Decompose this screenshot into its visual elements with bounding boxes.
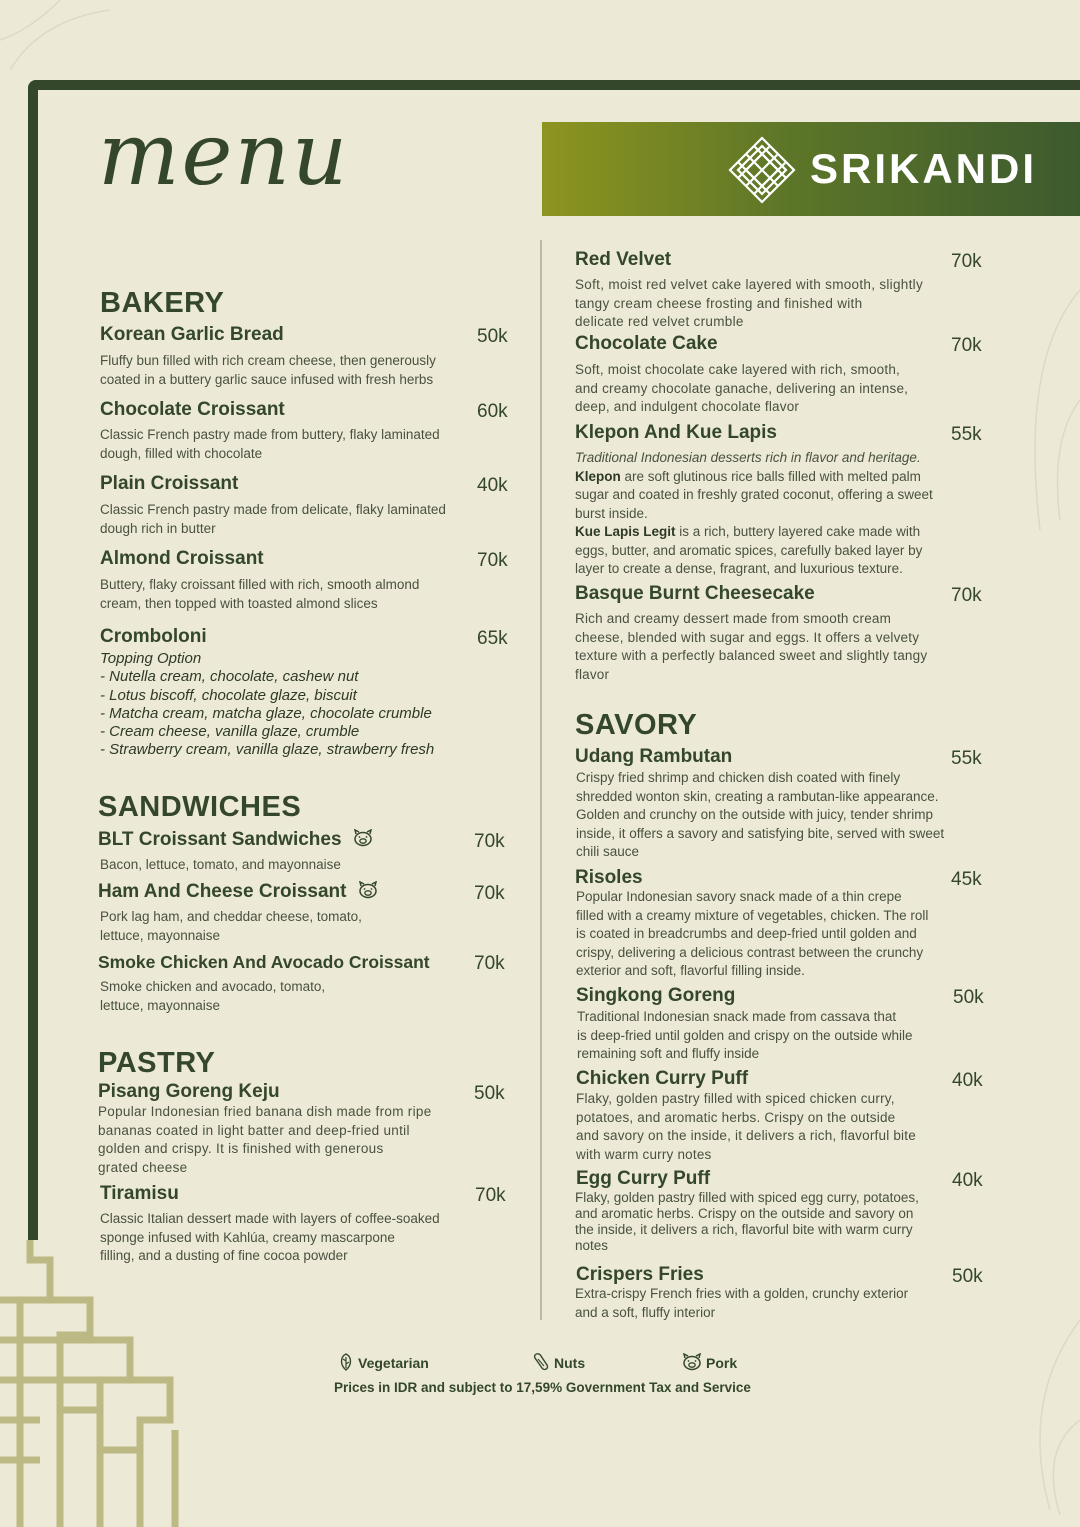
pork-icon	[358, 881, 378, 899]
item-name-ham-cheese-croissant: Ham And Cheese Croissant	[98, 880, 378, 904]
item-name-blt-croissant: BLT Croissant Sandwiches	[98, 828, 373, 852]
item-desc-smoke-chicken-avocado: Smoke chicken and avocado, tomato, lettuce, mayonnaise	[100, 979, 326, 1013]
item-price-udang-rambutan: 55k	[951, 748, 982, 769]
column-divider	[540, 240, 542, 1320]
item-desc-ham-cheese-croissant: Pork lag ham, and cheddar cheese, tomato, lettuce, mayonnaise	[100, 909, 362, 943]
item-name-korean-garlic-bread: Korean Garlic Bread	[100, 324, 284, 345]
srikandi-logo-icon	[728, 136, 796, 204]
item-price-klepon-kue-lapis: 55k	[951, 424, 982, 445]
item-price-cromboloni: 65k	[477, 628, 508, 649]
item-desc-pisang-goreng-keju: Popular Indonesian fried banana dish made from ripe bananas coated in light batter and deep-fried until golden and crispy. It is finished with generous grated cheese	[98, 1104, 432, 1175]
item-price-crispers-fries: 50k	[952, 1266, 983, 1287]
item-desc-egg-curry-puff: Flaky, golden pastry filled with spiced egg curry, potatoes, and aromatic herbs. Crispy on the outside and savory on the inside, it delivers a rich, flavorful bite with warm curry notes	[575, 1190, 919, 1253]
pork-icon	[682, 1353, 702, 1371]
item-price-chicken-curry-puff: 40k	[952, 1070, 983, 1091]
item-name-plain-croissant: Plain Croissant	[100, 473, 239, 494]
item-name-cromboloni: Cromboloni	[100, 626, 207, 647]
item-price-egg-curry-puff: 40k	[952, 1170, 983, 1191]
item-name-smoke-chicken-avocado: Smoke Chicken And Avocado Croissant	[98, 952, 430, 972]
item-desc-tiramisu: Classic Italian dessert made with layers of coffee-soaked sponge infused with Kahlúa, creamy mascarpone filling, and a dusting of fine cocoa powder	[100, 1211, 440, 1263]
legend-nuts: Nuts	[532, 1353, 585, 1373]
item-desc-crispers-fries: Extra-crispy French fries with a golden, crunchy exterior and a soft, fluffy interior	[575, 1286, 909, 1320]
item-price-almond-croissant: 70k	[477, 550, 508, 571]
menu-title: menu	[98, 105, 350, 205]
item-name-tiramisu: Tiramisu	[100, 1183, 179, 1204]
item-price-korean-garlic-bread: 50k	[477, 326, 508, 347]
item-name-red-velvet: Red Velvet	[575, 249, 672, 270]
item-desc-udang-rambutan: Crispy fried shrimp and chicken dish coated with finely shredded wonton skin, creating a rambutan-like appearance. Golden and crunchy on the outside with juicy, tender shrimp inside, it offers a savory and satisfying bite, served with sweet chili sauce	[576, 770, 945, 859]
item-name-risoles: Risoles	[575, 867, 643, 888]
item-price-pisang-goreng-keju: 50k	[474, 1083, 505, 1104]
item-price-ham-cheese-croissant: 70k	[474, 883, 505, 904]
item-price-risoles: 45k	[951, 869, 982, 890]
item-desc-chocolate-croissant: Classic French pastry made from buttery, flaky laminated dough, filled with chocolate	[100, 427, 440, 461]
item-desc-korean-garlic-bread: Fluffy bun filled with rich cream cheese, then generously coated in a buttery garlic sauce infused with fresh herbs	[100, 353, 436, 387]
item-name-crispers-fries: Crispers Fries	[576, 1264, 704, 1285]
item-desc-singkong-goreng: Traditional Indonesian snack made from cassava that is deep-fried until golden and crispy on the outside while remaining soft and fluffy inside	[577, 1009, 913, 1061]
item-price-plain-croissant: 40k	[477, 475, 508, 496]
maze-decoration	[0, 1240, 190, 1527]
item-desc-red-velvet: Soft, moist red velvet cake layered with smooth, slightly tangy cream cheese frosting and finished with delicate red velvet crumble	[575, 277, 923, 329]
item-name-chocolate-cake: Chocolate Cake	[575, 333, 718, 354]
nuts-icon	[532, 1353, 550, 1371]
item-price-smoke-chicken-avocado: 70k	[474, 953, 505, 974]
item-price-red-velvet: 70k	[951, 251, 982, 272]
item-name-klepon-kue-lapis: Klepon And Kue Lapis	[575, 422, 777, 443]
item-name-basque-burnt-cheesecake: Basque Burnt Cheesecake	[575, 583, 815, 604]
item-name-almond-croissant: Almond Croissant	[100, 548, 264, 569]
item-desc-plain-croissant: Classic French pastry made from delicate, flaky laminated dough rich in butter	[100, 502, 446, 536]
item-name-chocolate-croissant: Chocolate Croissant	[100, 399, 285, 420]
vegetarian-icon	[338, 1353, 354, 1371]
frame-left-border	[28, 80, 38, 1240]
item-name-singkong-goreng: Singkong Goreng	[576, 985, 736, 1006]
section-title-savory: SAVORY	[575, 709, 698, 741]
legend-pork: Pork	[682, 1353, 737, 1373]
item-name-udang-rambutan: Udang Rambutan	[575, 746, 733, 767]
leaf-pattern-right	[980, 280, 1080, 540]
item-desc-chicken-curry-puff: Flaky, golden pastry filled with spiced chicken curry, potatoes, and aromatic herbs. Crispy on the outside and savory on the inside, it delivers a rich, flavorful bite with warm curry notes	[576, 1091, 916, 1162]
item-name-pisang-goreng-keju: Pisang Goreng Keju	[98, 1081, 280, 1102]
brand-bar	[542, 122, 1080, 216]
pork-icon	[353, 829, 373, 847]
item-price-singkong-goreng: 50k	[953, 987, 984, 1008]
leaf-pattern-top-left	[0, 0, 120, 80]
legend-vegetarian: Vegetarian	[338, 1353, 429, 1373]
item-desc-almond-croissant: Buttery, flaky croissant filled with rich, smooth almond cream, then topped with toasted almond slices	[100, 577, 420, 611]
item-price-chocolate-croissant: 60k	[477, 401, 508, 422]
item-price-chocolate-cake: 70k	[951, 335, 982, 356]
item-name-chicken-curry-puff: Chicken Curry Puff	[576, 1068, 749, 1089]
leaf-pattern-bottom-right	[960, 1300, 1080, 1520]
section-title-sandwiches: SANDWICHES	[98, 791, 302, 823]
item-desc-blt-croissant: Bacon, lettuce, tomato, and mayonnaise	[100, 857, 341, 872]
frame-top-border	[28, 80, 1080, 90]
section-title-pastry: PASTRY	[98, 1047, 216, 1079]
item-price-basque-burnt-cheesecake: 70k	[951, 585, 982, 606]
brand-name: SRIKANDI	[810, 145, 1038, 192]
item-desc-klepon-kue-lapis: Traditional Indonesian desserts rich in flavor and heritage. Klepon are soft glutinous rice balls filled with melted palm sugar and coated in freshly grated coconut, offering a sweet burst inside. Kue Lapis Legit is a rich, buttery layered cake made with eggs, butter, and aromatic spices, carefully baked layer by layer to create a dense, fragrant, and luxurious texture.	[575, 450, 933, 576]
footer-tax-note: Prices in IDR and subject to 17,59% Government Tax and Service	[334, 1380, 751, 1395]
item-price-blt-croissant: 70k	[474, 831, 505, 852]
item-desc-risoles: Popular Indonesian savory snack made of a thin crepe filled with a creamy mixture of vegetables, chicken. The roll is coated in breadcrumbs and deep-fried until golden and crispy, delivering a delicious contrast between the crunchy exterior and soft, flavorful filling inside.	[576, 889, 929, 978]
section-title-bakery: BAKERY	[100, 287, 225, 319]
item-desc-chocolate-cake: Soft, moist chocolate cake layered with rich, smooth, and creamy chocolate ganache, delivering an intense, deep, and indulgent chocolate flavor	[575, 362, 909, 414]
cromboloni-toppings: Topping Option - Nutella cream, chocolate, cashew nut - Lotus biscoff, chocolate glaze, biscuit - Matcha cream, matcha glaze, chocolate crumble - Cream cheese, vanilla glaze, crumble - Strawberry cream, vanilla glaze, strawberry fresh	[100, 650, 435, 759]
item-name-egg-curry-puff: Egg Curry Puff	[576, 1168, 711, 1189]
item-price-tiramisu: 70k	[475, 1185, 506, 1206]
item-desc-basque-burnt-cheesecake: Rich and creamy dessert made from smooth cream cheese, blended with sugar and eggs. It offers a velvety texture with a perfectly balanced sweet and slightly tangy flavor	[575, 611, 928, 682]
